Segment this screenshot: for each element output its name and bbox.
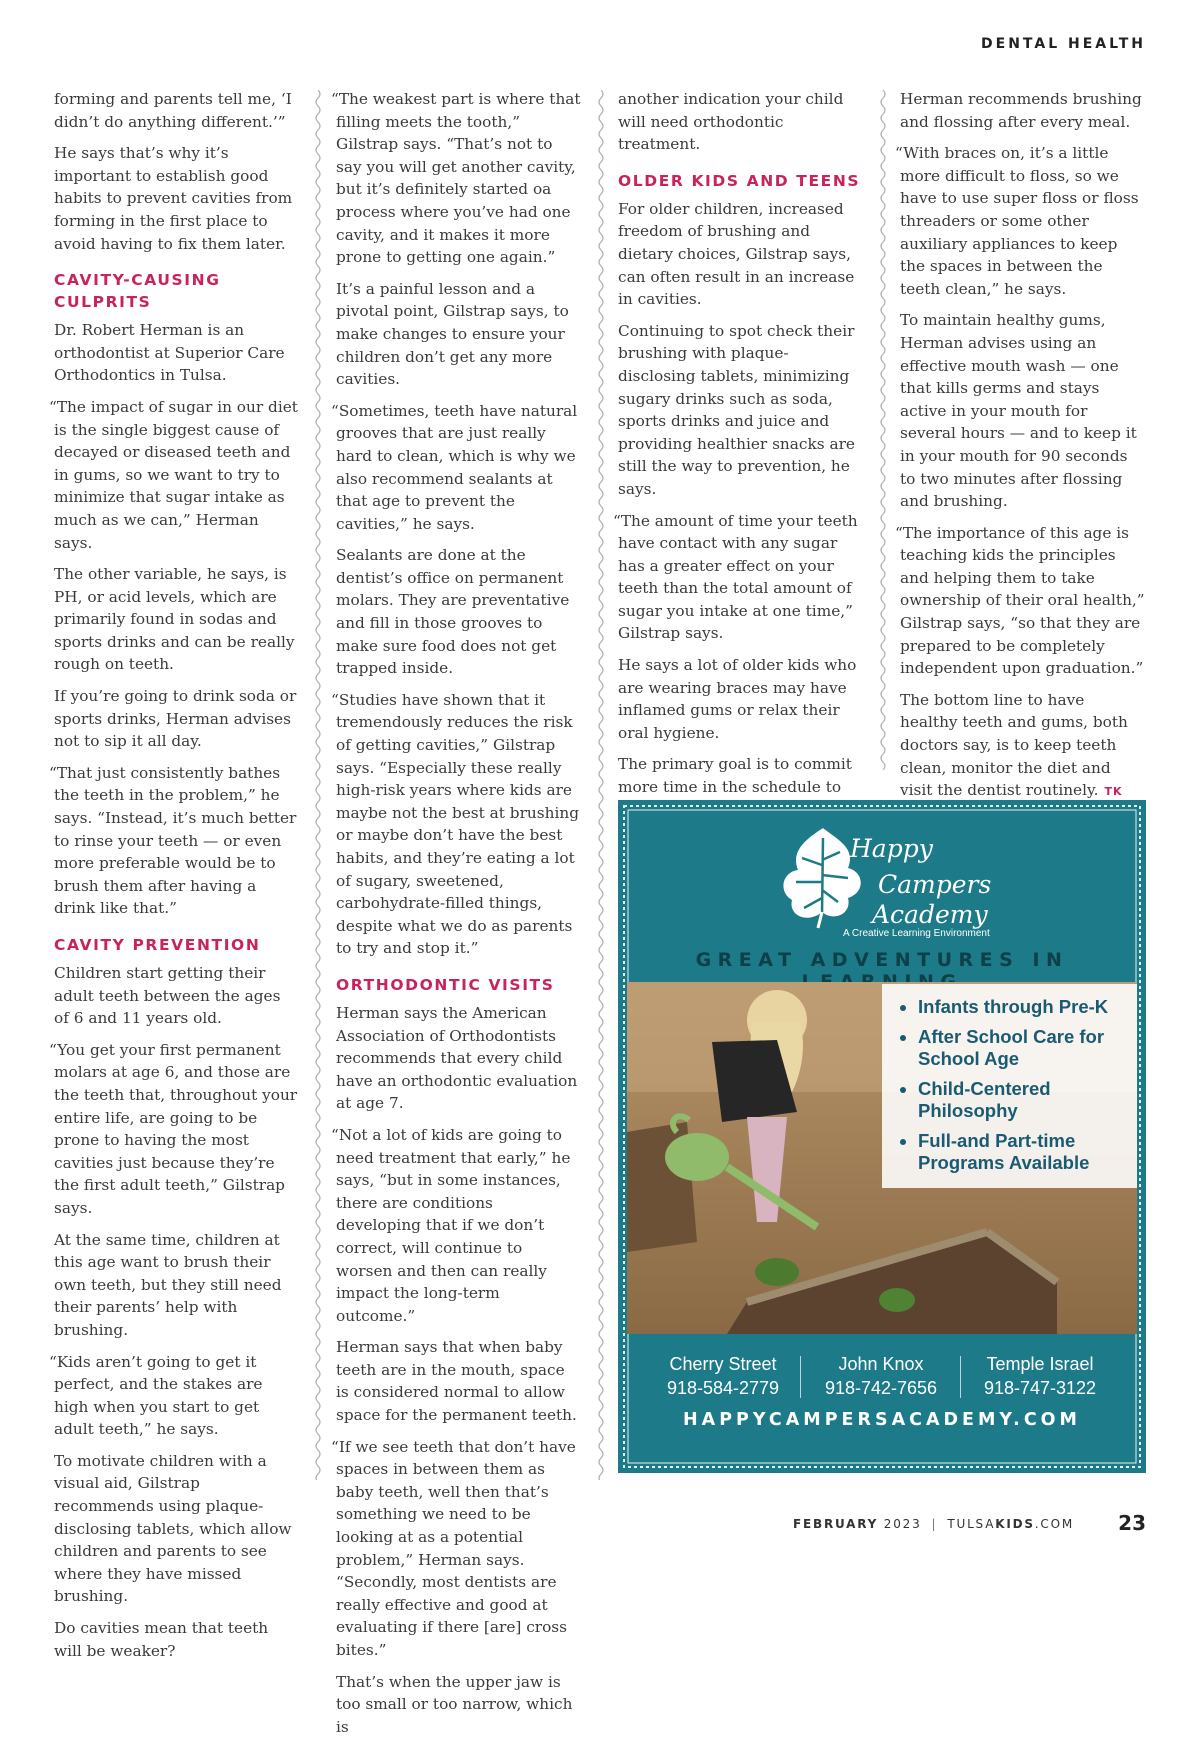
feature-item: • Child-Centered Philosophy xyxy=(918,1078,1125,1123)
logo-line-3: Academy xyxy=(872,900,988,929)
section-heading: OLDER KIDS AND TEENS xyxy=(618,171,861,190)
logo-subtitle: A Creative Learning Environment xyxy=(843,928,990,939)
paragraph: “Studies have shown that it tremendously reduces the risk of getting cavities,” Gilstrap says. “Especially these really high-risk years where kids are maybe not the best at brushing or maybe don’t have the best habits, and they’re eating a lot of sugary, sweetened, carbohydrate-filled things, despite what we do as parents to try and stop it.” xyxy=(331,690,579,958)
logo-line-1: Happy xyxy=(850,834,933,863)
paragraph: “If we see teeth that don’t have spaces in between them as baby teeth, well then that’s something we need to be looking at as a potential problem,” Herman says. “Secondly, most dentists are really effective and good at evaluating if there [are] cross bites.” xyxy=(331,1437,576,1659)
paragraph: The other variable, he says, is PH, or acid levels, which are primarily found in sodas and sports drinks and can be really rough on teeth. xyxy=(54,565,295,674)
column-divider-2 xyxy=(597,90,605,1480)
page-footer xyxy=(793,1517,1074,1531)
paragraph: “Kids aren’t going to get it perfect, and the stakes are high when you start to get adult teeth,” he says. xyxy=(49,1352,263,1439)
paragraph: Sealants are done at the dentist’s office on permanent molars. They are preventative and fill in those grooves to make sure food does not get trapped inside. xyxy=(336,546,570,678)
footer-year: 2023 xyxy=(883,1517,922,1531)
paragraph: Herman says the American Association of Orthodontists recommends that every child have an orthodontic evaluation at age 7. xyxy=(336,1003,578,1113)
paragraph: Herman recommends brushing and flossing after every meal. xyxy=(900,90,1142,131)
paragraph: “The impact of sugar in our diet is the single biggest cause of decayed or diseased teeth and in gums, so we want to try to minimize that sugar intake as much as we can,” Herman says. xyxy=(49,397,298,552)
location-cherry-street[interactable] xyxy=(648,1352,798,1400)
article-column-3 xyxy=(613,88,864,853)
paragraph: forming and parents tell me, ‘I didn’t do anything different.’” xyxy=(54,90,292,131)
feature-item: • After School Care for School Age xyxy=(918,1026,1125,1071)
logo-line-2: Campers xyxy=(878,870,992,899)
paragraph: That’s when the upper jaw is too small or too narrow, which is xyxy=(336,1672,573,1736)
paragraph: another indication your child will need orthodontic treatment. xyxy=(618,90,844,154)
paragraph: “Sometimes, teeth have natural grooves that are just really hard to clean, which is why we also recommend sealants at that age to prevent the cavities,” he says. xyxy=(331,401,578,533)
footer-site-suffix: .COM xyxy=(1034,1517,1074,1531)
feature-item: • Full-and Part-time Programs Available xyxy=(918,1130,1125,1175)
paragraph: “That just consistently bathes the teeth in the problem,” he says. “Instead, it’s much better to rinse your teeth — or even more preferable would be to brush them after having a drink like that.” xyxy=(49,763,297,918)
paragraph: He says a lot of older kids who are wearing braces may have inflamed gums or relax their oral hygiene. xyxy=(618,656,857,742)
ad-features-list xyxy=(882,984,1137,1188)
section-heading: ORTHODONTIC VISITS xyxy=(336,975,555,994)
paragraph: “The amount of time your teeth have contact with any sugar has a greater effect on your teeth than the total amount of sugar you intake at one time,” Gilstrap says. xyxy=(613,511,858,643)
paragraph: At the same time, children at this age want to brush their own teeth, but they still need their parents’ help with brushing. xyxy=(54,1230,282,1339)
happy-campers-ad[interactable] xyxy=(618,800,1146,1473)
location-name: Cherry Street xyxy=(669,1354,777,1374)
section-heading: CAVITY PREVENTION xyxy=(54,936,261,954)
paragraph: To motivate children with a visual aid, Gilstrap recommends using plaque-disclosing tablets, which allow children and parents to see where they have missed brushing. xyxy=(54,1451,292,1606)
feature-item: • Infants through Pre-K xyxy=(918,996,1125,1019)
column-divider-3 xyxy=(879,90,887,770)
section-heading: CAVITY-CAUSING CULPRITS xyxy=(54,271,221,312)
location-temple-israel[interactable] xyxy=(965,1352,1115,1400)
location-phone[interactable]: 918-747-3122 xyxy=(983,1378,1097,1398)
article-column-2 xyxy=(331,88,582,1747)
paragraph: “With braces on, it’s a little more difficult to floss, so we have to use super floss or floss threaders or some other auxiliary appliances to keep the spaces in between the teeth clean,” he says. xyxy=(895,144,1139,298)
paragraph: To maintain healthy gums, Herman advises using an effective mouth wash — one that kills germs and stays active in your mouth for several hours — and to keep it in your mouth for 90 seconds to two minutes after flossing and brushing. xyxy=(900,311,1137,511)
footer-separator: | xyxy=(931,1517,938,1531)
footer-month: FEBRUARY xyxy=(793,1517,879,1531)
ad-website-link[interactable]: HAPPYCAMPERSACADEMY.COM xyxy=(683,1410,1081,1430)
column-divider-1 xyxy=(314,90,322,1480)
divider-line xyxy=(881,90,885,770)
paragraph: Herman says that when baby teeth are in the mouth, space is considered normal to allow space for the permanent teeth. xyxy=(336,1338,577,1425)
paragraph: “The importance of this age is teaching kids the principles and helping them to take ownership of their oral health,” Gilstrap says, “so that they are prepared to be completely independent upon graduation.” xyxy=(895,523,1145,678)
article-column-4 xyxy=(895,88,1146,813)
location-name: John Knox xyxy=(838,1354,924,1374)
location-phone[interactable]: 918-584-2779 xyxy=(666,1378,780,1398)
paragraph: The bottom line to have healthy teeth and gums, both doctors say, is to keep teeth clean, monitor the diet and visit the dentist routinely. TK xyxy=(900,690,1128,800)
paragraph: Do cavities mean that teeth will be weaker? xyxy=(54,1619,269,1660)
paragraph: Children start getting their adult teeth between the ages of 6 and 11 years old. xyxy=(54,964,281,1028)
paragraph: If you’re going to drink soda or sports drinks, Herman advises not to sip it all day. xyxy=(54,687,297,751)
ad-logo xyxy=(778,820,1018,945)
paragraph: “The weakest part is where that filling meets the tooth,” Gilstrap says. “That’s not to say you will get another cavity, but it’s definitely started oa process where you’ve had one cavity, and it makes it more prone to getting one again.” xyxy=(331,90,581,267)
author-signoff: TK xyxy=(1104,785,1123,799)
divider-line xyxy=(316,90,320,1480)
footer-site-bold: KIDS xyxy=(995,1517,1035,1531)
divider-line xyxy=(599,90,603,1480)
location-separator xyxy=(800,1356,801,1398)
paragraph: For older children, increased freedom of brushing and dietary choices, Gilstrap says, can often result in an increase in cavities. xyxy=(618,199,855,309)
location-phone[interactable]: 918-742-7656 xyxy=(824,1378,938,1398)
paragraph: “You get your first permanent molars at age 6, and those are the teeth that, throughout your entire life, are going to be prone to having the most cavities just because they’re the first adult teeth,” Gilstrap says. xyxy=(49,1040,298,1217)
article-column-1 xyxy=(49,88,300,1671)
footer-site-prefix: TULSA xyxy=(947,1517,996,1531)
location-name: Temple Israel xyxy=(986,1354,1094,1374)
location-john-knox[interactable] xyxy=(806,1352,956,1400)
paragraph: Dr. Robert Herman is an orthodontist at Superior Care Orthodontics in Tulsa. xyxy=(54,321,285,385)
page-number: 23 xyxy=(1118,1511,1146,1535)
ad-tagline: GREAT ADVENTURES IN xyxy=(695,949,1069,971)
section-tag: DENTAL HEALTH xyxy=(981,36,1146,52)
location-separator xyxy=(960,1356,961,1398)
paragraph: He says that’s why it’s important to establish good habits to prevent cavities from forming in the first place to avoid having to fix them later. xyxy=(54,144,293,253)
paragraph: The primary goal is to commit more time in the schedule to xyxy=(618,755,852,797)
paragraph: “Not a lot of kids are going to need treatment that early,” he says, “but in some instances, there are conditions developing that if we don’t correct, will continue to worsen and then can really impact the long-term outcome.” xyxy=(331,1125,571,1325)
paragraph: Continuing to spot check their brushing with plaque-disclosing tablets, minimizing sugary drinks such as soda, sports drinks and juice and providing healthier snacks are still the way to prevention, he says. xyxy=(618,321,855,498)
paragraph: It’s a painful lesson and a pivotal point, Gilstrap says, to make changes to ensure your children don’t get any more cavities. xyxy=(336,279,569,389)
